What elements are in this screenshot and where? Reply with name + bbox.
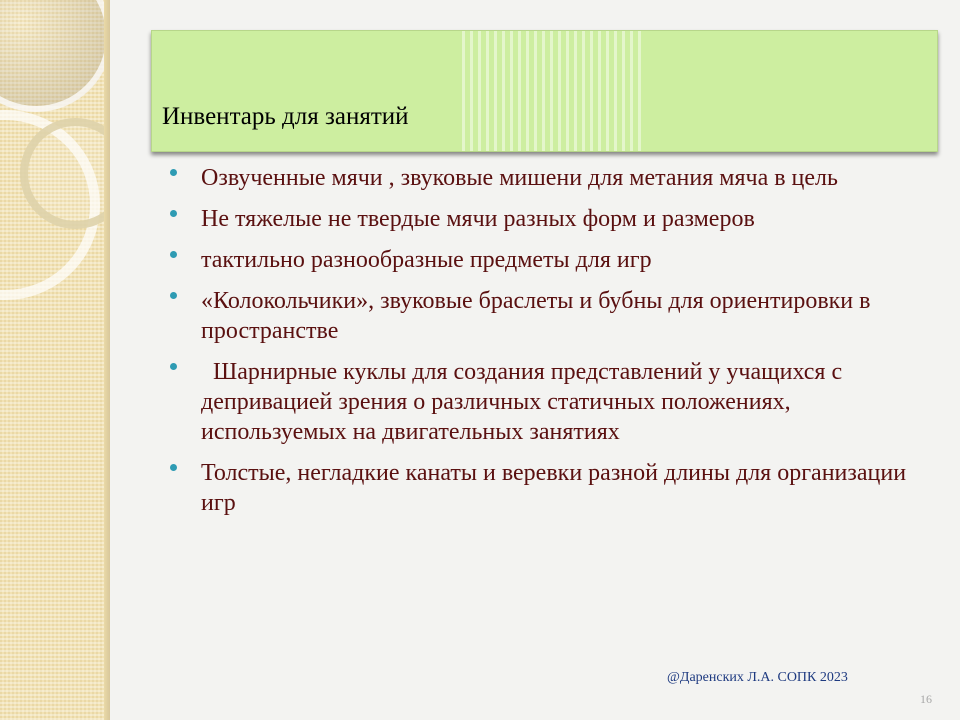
bullet-text: Озвученные мячи , звуковые мишени для метания мяча в цель xyxy=(201,165,838,191)
bullet-dot-icon xyxy=(170,210,177,217)
bullet-text: «Колокольчики», звуковые браслеты и бубны для ориентировки в пространстве xyxy=(201,288,871,344)
title-box xyxy=(151,30,938,152)
decorative-ring-top xyxy=(0,0,110,112)
bullet-dot-icon xyxy=(170,464,177,471)
slide-number: 16 xyxy=(920,692,932,706)
bullet-item xyxy=(165,458,915,518)
slide-title: Инвентарь для занятий xyxy=(162,103,409,130)
bullet-dot-icon xyxy=(170,251,177,258)
bullet-item xyxy=(165,357,915,447)
bullet-text: тактильно разнообразные предметы для игр xyxy=(201,247,652,273)
bullet-dot-icon xyxy=(170,169,177,176)
bullet-dot-icon xyxy=(170,292,177,299)
side-panel-edge xyxy=(104,0,110,720)
bullet-text: Не тяжелые не твердые мячи разных форм и размеров xyxy=(201,206,755,232)
title-decoration xyxy=(462,31,642,151)
bullet-item xyxy=(165,245,915,275)
bullet-text: Толстые, негладкие канаты и веревки разной длины для организации игр xyxy=(201,460,907,516)
bullet-item xyxy=(165,286,915,346)
decorative-side-panel xyxy=(0,0,110,720)
bullet-dot-icon xyxy=(170,363,177,370)
bullet-text: Шарнирные куклы для создания представлений у учащихся с депривацией зрения о различных статичных положениях, используемых на двигательных занятиях xyxy=(201,359,849,445)
bullet-item xyxy=(165,204,915,234)
bullet-item xyxy=(165,163,915,193)
bullet-list xyxy=(165,163,915,529)
footer-credit: @Даренских Л.А. СОПК 2023 xyxy=(667,670,848,685)
